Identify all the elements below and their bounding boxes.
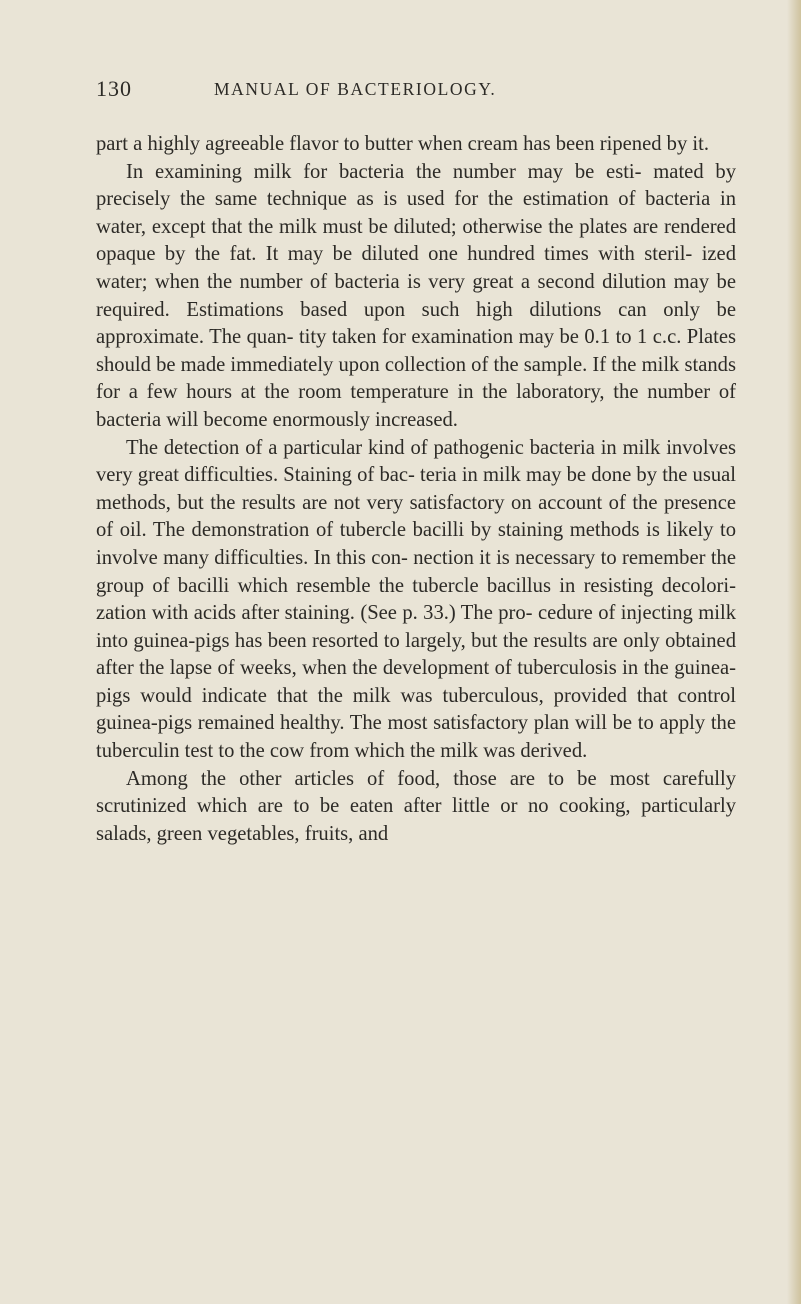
paragraph-continuation: part a highly agreeable flavor to butter when cream has been ripened by it. bbox=[96, 133, 709, 155]
running-head: MANUAL OF BACTERIOLOGY. bbox=[214, 79, 497, 99]
page-edge-shadow bbox=[787, 0, 801, 1304]
paragraph-pathogenic-detection: The detection of a particular kind of pathogenic bacteria in milk involves very great difficulties. Staining of bac- teria in milk may be done by the usual methods, but the results are not very satisfactory on account of the presence of oil. The demonstration of tubercle bacilli by staining methods is likely to involve many difficulties. In this con- nection it is necessary to remember the group of bacilli which resemble the tubercle bacillus in resisting decolori- zation with acids after staining. (See p. 33.) The pro- cedure of injecting milk into guinea-pigs has been resorted to largely, but the results are only obtained after the lapse of weeks, when the development of tuberculosis in the guinea-pigs would indicate that the milk was tuberculous, provided that control guinea-pigs remained healthy. The most satisfactory plan will be to apply the tuberculin test to the cow from which the milk was derived. bbox=[96, 436, 736, 763]
paragraph-milk-examination: In examining milk for bacteria the number may be esti- mated by precisely the same technique as is used for the estimation of bacteria in water, except that the milk must be diluted; otherwise the plates are rendered opaque by the fat. It may be diluted one hundred times with steril- ized water; when the number of bacteria is very great a second dilution may be required. Estimations based upon such high dilutions can only be approximate. The quan- tity taken for examination may be 0.1 to 1 c.c. Plates should be made immediately upon collection of the sample. If the milk stands for a few hours at the room temperature in the laboratory, the number of bacteria will become enormously increased. bbox=[96, 160, 736, 431]
page-header bbox=[96, 76, 736, 106]
page-number: 130 bbox=[96, 76, 132, 101]
body-text bbox=[96, 131, 736, 848]
paragraph-food-articles: Among the other articles of food, those are to be most carefully scrutinized which are to be eaten after little or no cooking, particularly salads, green vegetables, fruits, and bbox=[96, 767, 736, 845]
